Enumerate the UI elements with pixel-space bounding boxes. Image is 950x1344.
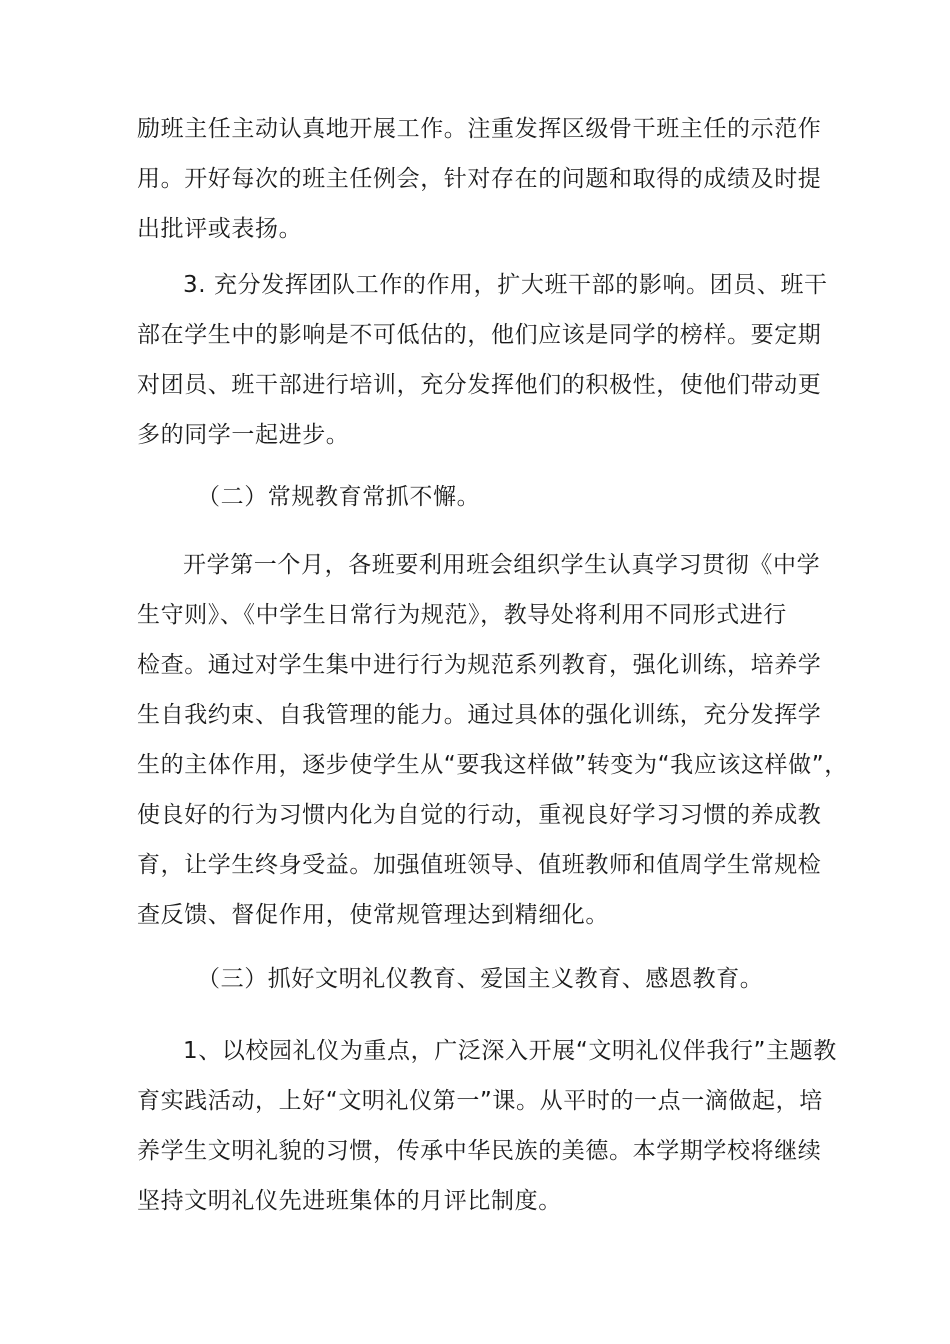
text-line: 坚持文明礼仪先进班集体的月评比制度。	[137, 1188, 562, 1214]
text-line: 对团员、班干部进行培训，充分发挥他们的积极性，使他们带动更	[137, 372, 822, 398]
text-line: 生的主体作用，逐步使学生从“要我这样做”转变为“我应该这样做”，	[137, 752, 848, 778]
text-line: 生自我约束、自我管理的能力。通过具体的强化训练，充分发挥学	[137, 702, 822, 728]
text-line: 1、以校园礼仪为重点，广泛深入开展“文明礼仪伴我行”主题教	[183, 1038, 837, 1064]
section-heading-2: （二）常规教育常抓不懈。	[197, 484, 481, 510]
text-line: 查反馈、督促作用，使常规管理达到精细化。	[137, 902, 609, 928]
text-line: 多的同学一起进步。	[137, 422, 350, 448]
text-line: 检查。通过对学生集中进行行为规范系列教育，强化训练，培养学	[137, 652, 822, 678]
text-line: 3. 充分发挥团队工作的作用，扩大班干部的影响。团员、班干	[183, 272, 828, 298]
text-line: 励班主任主动认真地开展工作。注重发挥区级骨干班主任的示范作	[137, 116, 822, 142]
text-line: 使良好的行为习惯内化为自觉的行动，重视良好学习习惯的养成教	[137, 802, 822, 828]
text-line: 养学生文明礼貌的习惯，传承中华民族的美德。本学期学校将继续	[137, 1138, 822, 1164]
text-line: 育，让学生终身受益。加强值班领导、值班教师和值周学生常规检	[137, 852, 822, 878]
section-heading-3: （三）抓好文明礼仪教育、爱国主义教育、感恩教育。	[197, 966, 764, 992]
text-line: 出批评或表扬。	[137, 216, 303, 242]
text-line: 育实践活动，上好“文明礼仪第一”课。从平时的一点一滴做起，培	[137, 1088, 823, 1114]
text-line: 生守则》、《中学生日常行为规范》，教导处将利用不同形式进行	[137, 602, 787, 628]
text-line: 用。开好每次的班主任例会，针对存在的问题和取得的成绩及时提	[137, 166, 822, 192]
text-line: 部在学生中的影响是不可低估的，他们应该是同学的榜样。要定期	[137, 322, 822, 348]
text-line: 开学第一个月，各班要利用班会组织学生认真学习贯彻《中学	[183, 552, 821, 578]
